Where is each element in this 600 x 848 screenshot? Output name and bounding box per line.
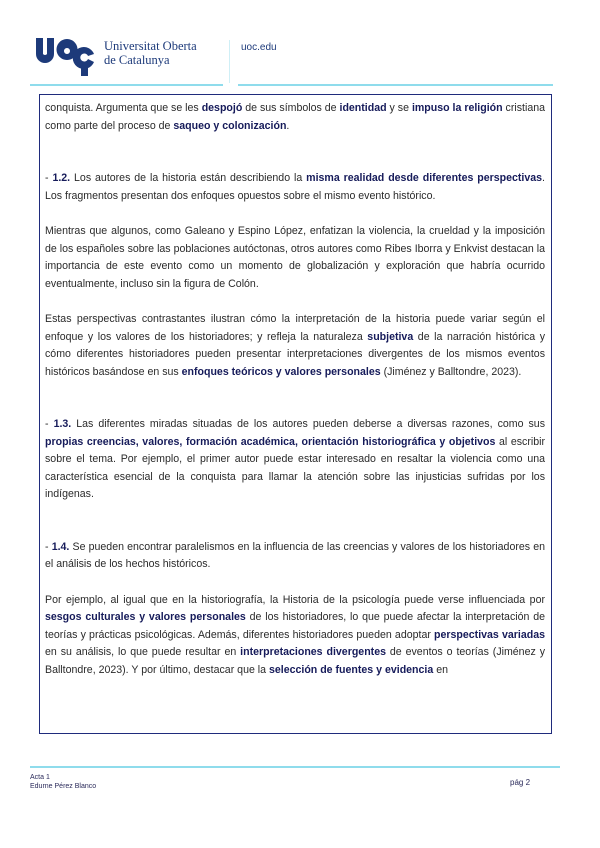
text-run: de eventos o teorías (Jiménez y Balltondre, 2023). Y por último, destacar que la <box>45 646 545 676</box>
footer-meta <box>30 773 96 791</box>
bold-run: despojó <box>201 102 243 114</box>
header-divider <box>229 40 230 83</box>
paragraph <box>45 170 545 205</box>
text-run: de los historiadores, lo que puede afectar la interpretación de teorías y prácticas psicológicas. Además, diferentes historiadores pueden adoptar <box>45 611 545 641</box>
bold-run: misma realidad desde diferentes perspectivas <box>306 172 543 184</box>
text-run: Estas perspectivas contrastantes ilustran cómo la interpretación de la historia puede variar según el enfoque y los valores de los historiadores; y refleja la naturaleza <box>45 313 545 343</box>
footer-rule <box>30 766 560 768</box>
text-run: cristiana como parte del proceso de <box>45 102 546 132</box>
text-run: (Jiménez y Balltondre, 2023). <box>380 365 522 378</box>
bold-run: 1.2. <box>52 172 71 184</box>
text-run: - <box>45 540 52 553</box>
footer-author: Edurne Pérez Blanco <box>30 783 97 790</box>
paragraph <box>45 416 545 504</box>
document-body <box>45 100 545 679</box>
page-number: pág 2 <box>510 778 531 787</box>
paragraph <box>45 223 545 293</box>
paragraph <box>45 592 545 680</box>
paragraph <box>45 311 545 381</box>
text-run: conquista. Argumenta que se les <box>45 102 202 114</box>
page-header <box>0 0 600 95</box>
paragraph <box>45 100 545 135</box>
text-run: Mientras que algunos, como Galeano y Espino López, enfatizan la violencia, la crueldad y la imposición de los españoles sobre las poblaciones autóctonas, otros autores como Ribes Iborra y Enkvist destacan la importancia de este evento como un momento de globalización y exploración que habría ocurrido eventualmente, incluso sin la figura de Colón. <box>45 225 545 290</box>
institution-line-1: Universitat Oberta <box>104 39 197 53</box>
text-run: Se pueden encontrar paralelismos en la influencia de las creencias y valores de los historiadores en el análisis de los hechos históricos. <box>45 540 545 570</box>
text-run: Los autores de la historia están describiendo la <box>70 172 307 184</box>
bold-run: subjetiva <box>367 330 414 343</box>
header-rule-right <box>238 84 553 86</box>
bold-run: impuso la religión <box>411 102 503 114</box>
bold-run: enfoques teóricos y valores personales <box>181 365 381 378</box>
institution-name <box>104 40 197 67</box>
text-run: - <box>45 418 54 430</box>
bold-run: 1.4. <box>51 540 70 553</box>
bold-run: sesgos culturales y valores personales <box>45 611 246 623</box>
site-url[interactable]: uoc.edu <box>241 42 277 53</box>
text-run: de sus símbolos de <box>242 102 340 114</box>
bold-run: identidad <box>339 102 387 114</box>
bold-run: saqueo y colonización <box>173 119 287 132</box>
text-run: . Los fragmentos presentan dos enfoques opuestos sobre el mismo evento histórico. <box>45 172 545 202</box>
bold-run: 1.3. <box>53 418 72 430</box>
text-run: Las diferentes miradas situadas de los autores pueden deberse a diversas razones, como sus <box>71 418 545 430</box>
bold-run: propias creencias, valores, formación académica, orientación historiográfica y objetivos <box>45 435 496 448</box>
text-run: . <box>286 119 290 132</box>
text-run: Por ejemplo, al igual que en la historiografía, la Historia de la psicología puede verse influenciada por <box>45 593 545 606</box>
uoc-logo-icon <box>34 36 96 76</box>
text-run: en su análisis, lo que puede resultar en <box>45 646 241 658</box>
text-run: y se <box>386 102 412 114</box>
bold-run: interpretaciones divergentes <box>240 646 386 658</box>
text-run: - <box>45 172 53 184</box>
footer-doc-title: Acta 1 <box>30 774 50 781</box>
bold-run: selección de fuentes y evidencia <box>268 663 434 676</box>
content-frame <box>39 94 552 734</box>
paragraph <box>45 539 545 574</box>
text-run: al escribir sobre el tema. Por ejemplo, el primer autor puede estar interesado en resaltar la violencia como una característica esencial de la conquista para llamar la atención sobre las injusticias sufridas por los indígenas. <box>45 435 545 500</box>
text-run: de la narración histórica y cómo diferentes historiadores pueden presentar interpretaciones divergentes de los mismos eventos históricos basándose en sus <box>45 330 545 378</box>
text-run: en <box>433 663 448 676</box>
bold-run: perspectivas variadas <box>434 628 546 641</box>
institution-line-2: de Catalunya <box>104 52 170 67</box>
header-rule-left <box>30 84 223 86</box>
